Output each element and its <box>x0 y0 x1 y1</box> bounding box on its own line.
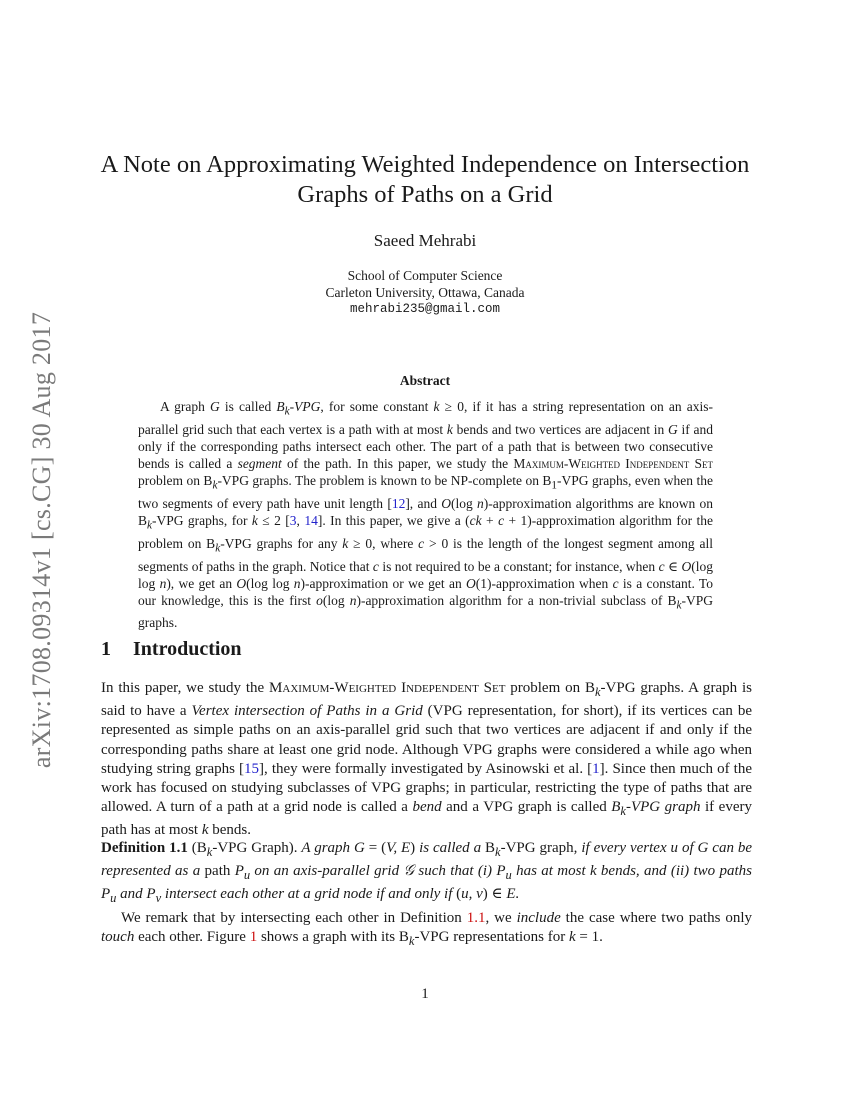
abstract-heading: Abstract <box>399 373 451 388</box>
section-title: Introduction <box>133 638 242 660</box>
figure-ref-link[interactable]: 1 <box>249 929 258 946</box>
author-email[interactable]: mehrabi235@gmail.com <box>349 302 501 316</box>
affiliation <box>0 267 850 318</box>
intro-paragraph: In this paper, we study the Maximum-Weighted Independent Set problem on $B_k$-VPG graphs. A graph is said to have a Vertex intersection of Paths in a Grid (VPG representation, for short), if its vertices can be represented as simple paths on an axis-parallel grid such that two vertices are adjacent if and only if the corresponding paths share at least one grid node. Although VPG graphs were considered a while ago when studying string graphs [15], they were formally investigated by Asinowski et al. [1]. Since then much of the work has focused on studying subclasses of VPG graphs; in particular, restricting the type of paths that are allowed. A turn of a path at a grid node is called a bend and a VPG graph is called $B_k$-VPG graph if every path has at most k bends. <box>101 680 753 839</box>
citation-link[interactable]: 3 <box>289 512 297 528</box>
citation-link[interactable]: 14 <box>304 512 318 528</box>
remark-paragraph: We remark that by intersecting each other in Definition 1.1, we include the case where two paths only touch each other. Figure 1 shows a graph with its $B_k$-VPG representations for k = 1. <box>101 910 753 949</box>
arxiv-sidebar-stamp <box>22 290 62 790</box>
definition-block: Definition 1.1 ($B_k$-VPG Graph). A graph G = (V, E) is called a $B_k$-VPG graph, if every vertex u of G can be represented as a path $P_u$ on an axis-parallel grid 𝒢 such that (i) $P_u$ has at most k bends, and (ii) two paths $P_u$ and $P_v$ intersect each other at a grid node if and only if (u, v) ∈ E. <box>101 840 753 906</box>
paper-title: A Note on Approximating Weighted Independence on Intersection Graphs of Paths on a Grid <box>100 151 750 208</box>
affiliation-school: School of Computer Science <box>347 268 503 283</box>
page-number: 1 <box>421 986 429 1002</box>
section-number: 1 <box>101 638 111 660</box>
affiliation-university: Carleton University, Ottawa, Canada <box>325 285 525 300</box>
arxiv-id-text: arXiv:1708.09314v1 [cs.CG] 30 Aug 2017 <box>27 311 56 769</box>
definition-ref-link[interactable]: 1.1 <box>466 910 486 926</box>
citation-link[interactable]: 12 <box>391 495 406 511</box>
author-name: Saeed Mehrabi <box>373 231 477 250</box>
definition-label: Definition 1.1 <box>101 840 188 856</box>
citation-link[interactable]: 15 <box>244 760 260 777</box>
citation-link[interactable]: 1 <box>592 760 600 777</box>
abstract-body: A graph G is called $B_k$-VPG, for some constant k ≥ 0, if it has a string representation on an axis-parallel grid such that each vertex is a path with at most k bends and two vertices are adjacent in G if and only if the corresponding paths intersect each other. The part of a path that is between two consecutive bends is called a segment of the path. In this paper, we study the Maximum-Weighted Independent Set problem on $B_k$-VPG graphs. The problem is known to be NP-complete on $B_1$-VPG graphs, even when the two segments of every path have unit length [12], and O(log n)-approximation algorithms are known on $B_k$-VPG graphs, for k ≤ 2 [3, 14]. In this paper, we give a (ck + c + 1)-approximation algorithm for the problem on $B_k$-VPG graphs for any k ≥ 0, where c > 0 is the length of the longest segment among all segments of paths in the graph. Notice that c is not required to be a constant; for instance, when c ∈ O(log log n), we get an O(log log n)-approximation or we get an O(1)-approximation when c is a constant. To our knowledge, this is the first o(log n)-approximation algorithm for a non-trivial subclass of $B_k$-VPG graphs. <box>138 399 713 631</box>
section-heading-introduction <box>101 638 242 661</box>
